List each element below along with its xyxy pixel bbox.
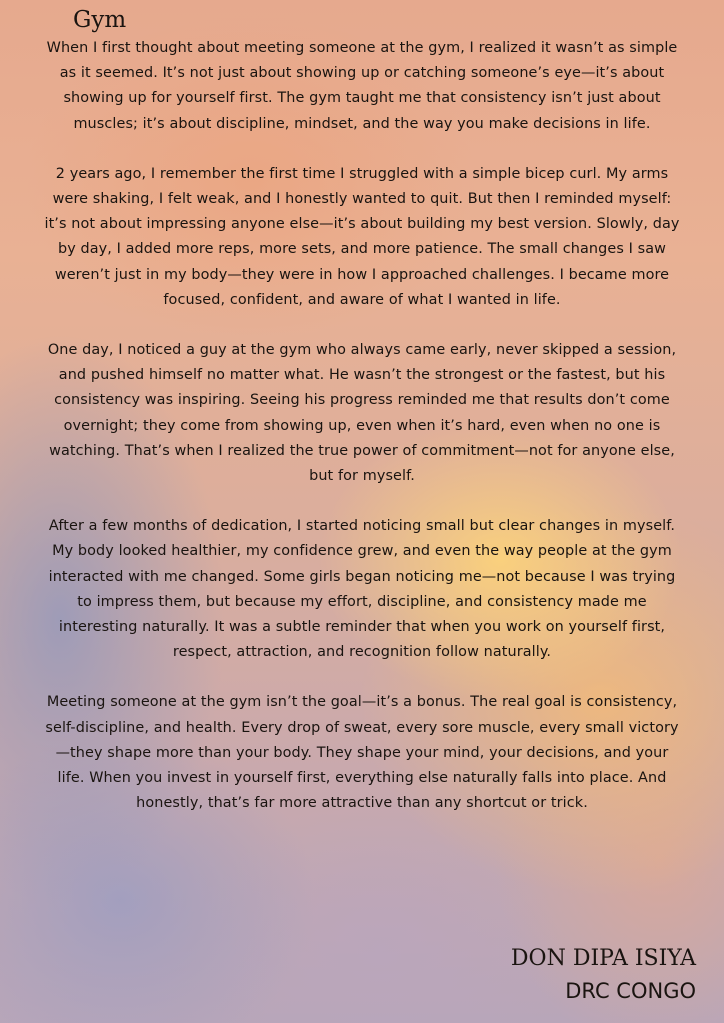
paragraph-1: When I first thought about meeting someone at the gym, I realized it wasn’t as simple as it seemed. It’s not just about showing up or catching someone’s eye—it’s about showing up for yourself first. The gym taught me that consistency isn’t just about muscles; it’s about discipline, mindset, and the way you make decisions in life.	[46, 40, 678, 132]
signature-block	[511, 943, 696, 1007]
paragraph-4: After a few months of dedication, I started noticing small but clear changes in myself. My body looked healthier, my confidence grew, and even the way people at the gym interacted with me changed. Some girls began noticing me—not because I was trying to impress them, but because my effort, discipline, and consistency made me interesting naturally. It was a subtle reminder that when you work on yourself first, respect, attraction, and recognition follow naturally.	[48, 518, 676, 661]
paragraph-2: 2 years ago, I remember the first time I struggled with a simple bicep curl. My arms were shaking, I felt weak, and I honestly wanted to quit. But then I reminded myself: it’s not about impressing anyone else—it’s about building my best version. Slowly, day by day, I added more reps, more sets, and more patience. The small changes I saw weren’t just in my body—they were in how I approached challenges. I became more focused, confident, and aware of what I wanted in life.	[44, 165, 680, 308]
paragraph-3: One day, I noticed a guy at the gym who always came early, never skipped a session, and pushed himself no matter what. He wasn’t the strongest or the fastest, but his consistency was inspiring. Seeing his progress reminded me that results don’t come overnight; they come from showing up, even when it’s hard, even when no one is watching. That’s when I realized the true power of commitment—not for anyone else, but for myself.	[47, 342, 677, 485]
author-country: DRC CONGO	[565, 979, 696, 1003]
document-body	[40, 36, 684, 841]
author-name: DON DIPA ISIYA	[510, 946, 696, 971]
paragraph-5: Meeting someone at the gym isn’t the goal—it’s a bonus. The real goal is consistency, self-discipline, and health. Every drop of sweat, every sore muscle, every small victory—they shape more than your body. They shape your mind, your decisions, and your life. When you invest in yourself first, everything else naturally falls into place. And honestly, that’s far more attractive than any shortcut or trick.	[45, 694, 679, 812]
document-title: Gym	[73, 7, 127, 33]
